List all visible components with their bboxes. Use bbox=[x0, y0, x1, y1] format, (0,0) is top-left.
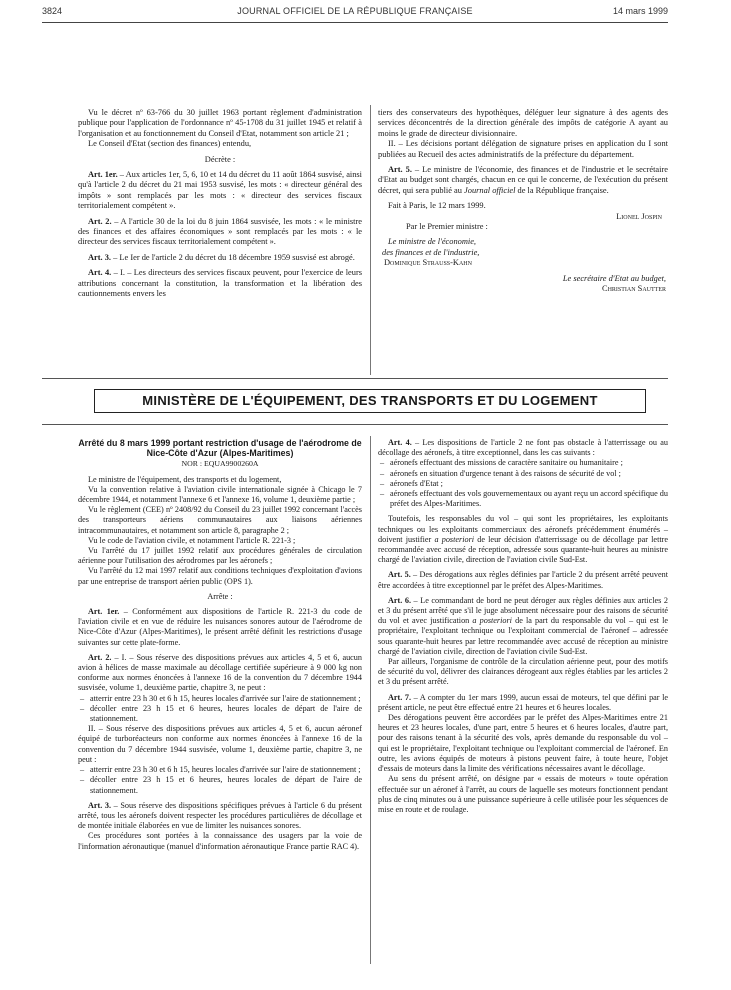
article-4-list bbox=[378, 458, 668, 509]
visa-conseil-etat: Vu le décret nº 63-766 du 30 juillet 1963 portant règlement d'administration publique pour l'application de l'ordonnance nº 45-1708 du 31 juillet 1945 et relatif à l'organisation et au fonctionnement du Conseil d'Etat, notamment son article 21 ; bbox=[78, 108, 362, 138]
article-2-list-2 bbox=[78, 765, 362, 796]
secretaire-title: Le secrétaire d'Etat au budget, bbox=[562, 273, 666, 283]
visa-code-aviation: Vu le code de l'aviation civile, et notamment l'article R. 221-3 ; bbox=[88, 535, 296, 545]
top-right-column bbox=[378, 108, 668, 295]
list-item: – atterrir entre 23 h 30 et 6 h 15, heures locales d'arrivée sur l'aire de stationnement ; bbox=[90, 694, 362, 704]
arrete-article-7: Art. 7. – A compter du 1er mars 1999, aucun essai de moteurs, tel que défini par le présent article, ne peut être effectué entre 21 heures et 6 heures locales. bbox=[378, 692, 668, 712]
list-item: – décoller entre 23 h 15 et 6 heures, heures locales de départ de l'aire de stationnement. bbox=[90, 775, 362, 795]
delegation-publication: II. – Les décisions portant délégation de signature prises en application du I sont publiées au Recueil des actes administratifs de la préfecture du département. bbox=[378, 139, 668, 159]
list-item: – aéronefs effectuant des missions de caractère sanitaire ou humanitaire ; bbox=[390, 458, 668, 468]
conseil-entendu: Le Conseil d'Etat (section des finances) entendu, bbox=[88, 139, 252, 149]
arrete-article-6: Art. 6. – Le commandant de bord ne peut déroger aux règles définies aux articles 2 et 3 du présent arrêté que s'il le juge absolument nécessaire pour des raisons de sécurité du vol et avec justification a posteriori de la part du responsable du vol – qui est le propriétaire, l'exploitant technique ou l'exploitant commercial de l'aéronef – adressée sous quarante-huit heures par lettre recommandée avec accusé de réception au ministre chargé de l'aviation civile, direction de l'aviation civile Sud-Est. bbox=[378, 595, 668, 656]
list-item: – aéronefs effectuant des vols gouvernementaux ou ayant reçu un accord spécifique du préfet des Alpes-Maritimes. bbox=[390, 489, 668, 509]
list-item: – décoller entre 23 h 15 et 6 heures, heures locales de départ de l'aire de stationnement. bbox=[90, 704, 362, 724]
ministre-title-1: Le ministre de l'économie, bbox=[388, 237, 477, 247]
visa-arrete-1997: Vu l'arrêté du 12 mai 1997 relatif aux conditions techniques d'exploitation d'avions par une entreprise de transport aérien public (OPS 1). bbox=[78, 566, 362, 586]
arrete-article-4: Art. 4. – Les dispositions de l'article 2 ne font pas obstacle à l'atterrissage ou au décollage des aéronefs, à titre exceptionnel, dans les cas suivants : bbox=[378, 438, 668, 458]
article-3: Art. 3. – Le Ier de l'article 2 du décret du 18 décembre 1959 susvisé est abrogé. bbox=[88, 252, 355, 262]
ministre-title-2: des finances et de l'industrie, bbox=[382, 247, 480, 257]
article-4-toutefois: Toutefois, les responsables du vol – qui sont les propriétaires, les exploitants techniques ou les exploitants commerciaux des aéronefs précédemment énumérés – doivent justifier a posteriori de leur décision d'atterrissage ou de décollage par lettre recommandée avec accusé de réception, adressée sous quarante-huit heures au ministre chargé de l'aviation civile, direction de l'aviation civile Sud-Est. bbox=[378, 514, 668, 565]
article-2: Art. 2. – A l'article 30 de la loi du 8 juin 1864 susvisée, les mots : « le ministre des finances et des affaires économiques » sont remplacés par les mots : « le directeur des services fiscaux territorialement compétent ». bbox=[78, 216, 362, 247]
visa-chicago: Vu la convention relative à l'aviation civile internationale signée à Chicago le 7 décembre 1944, et notamment l'annexe 6 et l'annexe 16, volume 1, deuxième partie ; bbox=[78, 484, 362, 505]
arrete-left-column bbox=[78, 438, 362, 852]
list-item: – atterrir entre 23 h 30 et 6 h 15, heures locales d'arrivée sur l'aire de stationnement ; bbox=[90, 765, 362, 775]
signature-secretaire: Christian Sautter bbox=[602, 284, 666, 294]
par-le-premier-ministre: Par le Premier ministre : bbox=[406, 222, 488, 232]
top-left-column bbox=[78, 108, 362, 300]
arrete-article-3: Art. 3. – Sous réserve des dispositions spécifiques prévues à l'article 6 du présent arrêté, tous les aéronefs doivent respecter les procédures particulières de décollage et de montée initiale élaborées en vue de limiter les nuisances sonores. bbox=[78, 800, 362, 831]
signature-premier-ministre: Lionel Jospin bbox=[616, 211, 662, 221]
article-6-controle: Par ailleurs, l'organisme de contrôle de la circulation aérienne peut, pour des motifs de sécurité du vol, délivrer des clairances dérogeant aux règles établies par les articles 2 et 3 du présent arrêté. bbox=[378, 657, 668, 687]
visa-reglement-cee: Vu le règlement (CEE) nº 2408/92 du Conseil du 23 juillet 1992 concernant l'accès des transporteurs aériens communautaires aux liaisons aériennes intracommunautaires, et notamment son article 8, paragraphe 2 ; bbox=[78, 505, 362, 535]
arrete-heading: Arrête : bbox=[207, 591, 233, 601]
article-5: Art. 5. – Le ministre de l'économie, des finances et de l'industrie et le secrétaire d'Etat au budget sont chargés, chacun en ce qui le concerne, de l'exécution du présent décret, qui sera publié au Journal officiel de la République française. bbox=[378, 165, 668, 195]
article-1: Art. 1er. – Aux articles 1er, 5, 6, 10 et 14 du décret du 11 août 1864 susvisé, ainsi qu'à l'article 2 du décret du 21 mai 1953 susvisé, les mots : « directeur général des impôts » sont remplacés par les mots : « directeur des services fiscaux territorialement compétent ». bbox=[78, 170, 363, 211]
header-rule bbox=[42, 22, 668, 23]
delegation-continued: tiers des conservateurs des hypothèques, déléguer leur signature à des agents des services déconcentrés de la direction générale des impôts de catégorie A ayant au moins le grade de directeur divisionnaire. bbox=[378, 108, 668, 138]
section-rule-bottom bbox=[42, 424, 668, 425]
journal-title: JOURNAL OFFICIEL DE LA RÉPUBLIQUE FRANÇAISE bbox=[237, 6, 473, 16]
list-item: – aéronefs d'Etat ; bbox=[390, 479, 668, 489]
column-divider-bottom bbox=[370, 436, 371, 964]
page-header bbox=[42, 6, 668, 20]
article-3-procedures: Ces procédures sont portées à la connaissance des usagers par la voie de l'information aéronautique (manuel d'information aéronautique France partie RAC 4). bbox=[78, 831, 362, 851]
page-number: 3824 bbox=[42, 6, 63, 16]
decrete-heading: Décrète : bbox=[204, 154, 236, 164]
arrete-article-1: Art. 1er. – Conformément aux dispositions de l'article R. 221-3 du code de l'aviation civile et en vue de réduire les nuisances sonores autour de l'aérodrome de Nice-Côte d'Azur (Alpes-Maritimes), le présent arrêté définit les restrictions d'usage suivantes sur cette plate-forme. bbox=[78, 607, 362, 647]
list-item: – aéronefs en situation d'urgence tenant à des raisons de sécurité de vol ; bbox=[390, 469, 668, 479]
article-2-list-1 bbox=[78, 694, 362, 725]
arrete-title: Arrêté du 8 mars 1999 portant restriction d'usage de l'aérodrome de Nice-Côte d'Azur (Alpes-Maritimes) bbox=[78, 438, 362, 459]
article-2-ii: II. – Sous réserve des dispositions prévues aux articles 4, 5 et 6, aucun aéronef équipé de turboréacteurs non conforme aux normes énoncées à l'annexe 16 de la convention du 7 décembre 1944 susvisée, volume 1, deuxième partie, chapitre 3, ne peut : bbox=[78, 724, 362, 764]
arrete-article-5: Art. 5. – Des dérogations aux règles définies par l'article 2 du présent arrêté peuvent être accordées à titre exceptionnel par le préfet des Alpes-Maritimes. bbox=[378, 570, 668, 590]
article-7-definition: Au sens du présent arrêté, on désigne par « essais de moteurs » toute opération effectuée sur un aéronef à l'arrêt, au cours de laquelle ses moteurs fonctionnent pendant plus de cinq minutes ou à une puissance supérieure à celle utilisée pour les séquences de mise en route et de roulage. bbox=[378, 774, 668, 814]
column-divider-top bbox=[370, 105, 371, 375]
ministry-banner: MINISTÈRE DE L'ÉQUIPEMENT, DES TRANSPORTS ET DU LOGEMENT bbox=[94, 389, 646, 413]
arrete-article-2: Art. 2. – I. – Sous réserve des dispositions prévues aux articles 4, 5 et 6, aucun avion à hélices de masse maximale au décollage certifiée supérieure à 9 000 kg non conforme aux normes énoncées à l'annexe 16 de la convention du 7 décembre 1944 susvisée, volume 1, deuxième partie, chapitre 3, ne peut : bbox=[78, 652, 362, 693]
issue-date: 14 mars 1999 bbox=[612, 6, 668, 16]
article-4: Art. 4. – I. – Les directeurs des services fiscaux peuvent, pour l'exercice de leurs attributions concernant la constitution, la transformation et la libération des cautionnements envers les bbox=[78, 268, 362, 299]
article-7-derogations: Des dérogations peuvent être accordées par le préfet des Alpes-Maritimes entre 21 heures et 23 heures locales, d'une part, entre 5 heures et 6 heures locales, d'autre part, pour des raisons tenant à la sécurité des vols, après demande du responsable du vol – qui est le propriétaire, l'exploitant technique ou l'exploitant commercial de l'aéronef. En outre, les avions équipés de moteurs à pistons peuvent faire, à toute heure, l'objet d'essais de moteurs dans la limite des vérifications nécessaires avant le décollage. bbox=[378, 713, 668, 774]
nor-reference: NOR : EQUA9900260A bbox=[181, 459, 259, 469]
fait-a-paris: Fait à Paris, le 12 mars 1999. bbox=[388, 201, 486, 211]
signature-ministre: Dominique Strauss-Kahn bbox=[384, 258, 472, 268]
visa-arrete-1992: Vu l'arrêté du 17 juillet 1992 relatif aux procédures générales de circulation aérienne pour l'utilisation des aérodromes par les aéronefs ; bbox=[78, 546, 362, 566]
arrete-right-column bbox=[378, 438, 668, 815]
visa-ministre: Le ministre de l'équipement, des transports et du logement, bbox=[88, 474, 282, 484]
section-rule-top bbox=[42, 378, 668, 379]
